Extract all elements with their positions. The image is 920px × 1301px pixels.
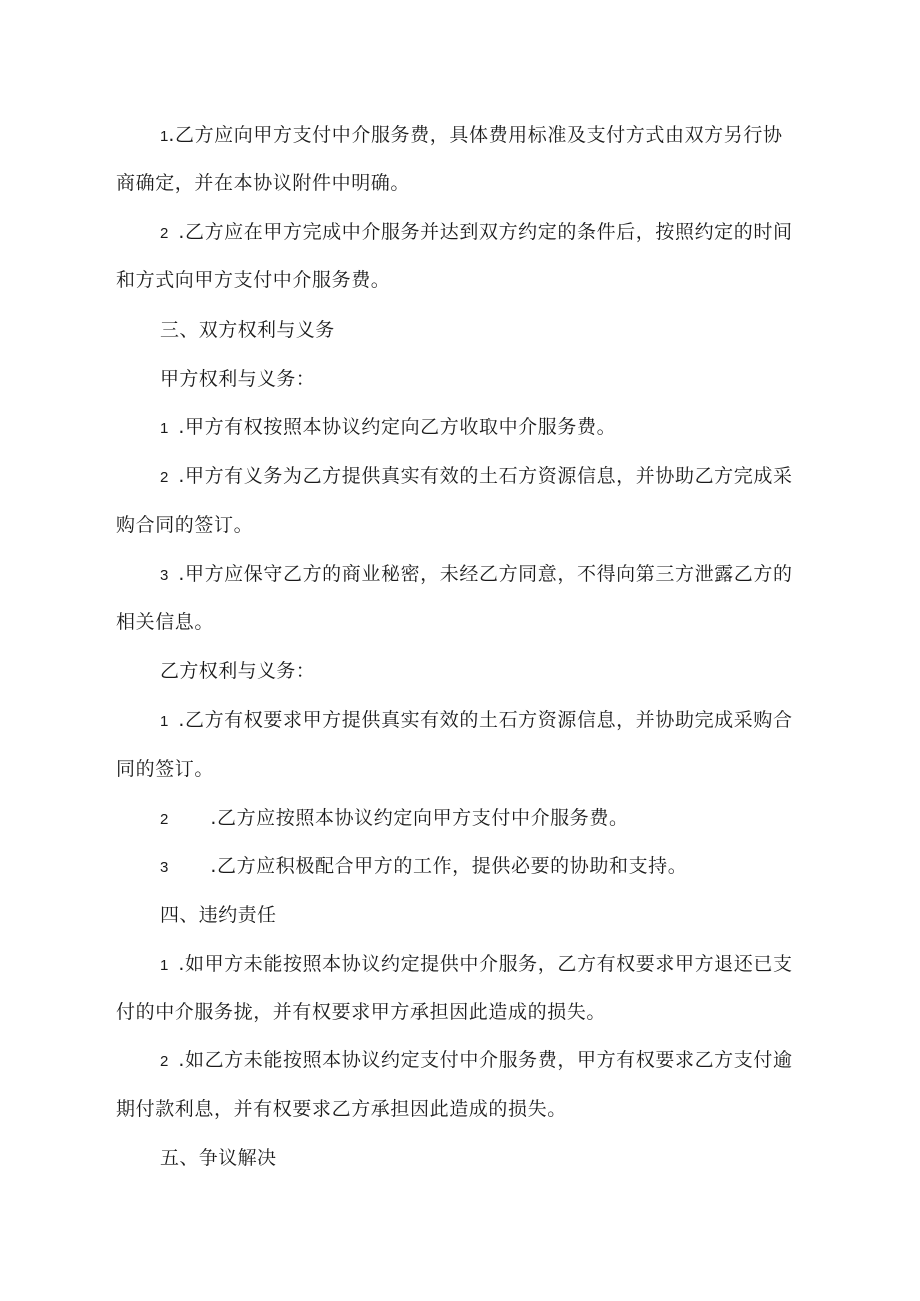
party-a-item-3-line-2: 相关信息。	[116, 611, 215, 633]
item-text: .乙方有权要求甲方提供真实有效的土石方资源信息，并协助完成采购合	[178, 709, 793, 731]
party-a-item-2-line-2: 购合同的签订。	[116, 514, 254, 536]
party-a-item-1	[160, 415, 616, 441]
item-number: 3	[160, 859, 169, 876]
item-text: .甲方有权按照本协议约定向乙方收取中介服务费。	[178, 416, 617, 438]
item-number: 2	[160, 1053, 169, 1070]
item-text: .乙方应按照本协议约定向甲方支付中介服务费。	[210, 807, 629, 829]
party-a-heading: 甲方权利与义务：	[160, 368, 316, 390]
liability-item-2-line-2: 期付款利息，并有权要求乙方承担因此造成的损失。	[116, 1098, 567, 1120]
item-text: .如乙方未能按照本协议约定支付中介服务费，甲方有权要求乙方支付逾	[178, 1049, 793, 1071]
section-3-heading: 三、双方权利与义务	[160, 319, 335, 341]
party-b-item-3	[160, 854, 687, 880]
item-text: .乙方应积极配合甲方的工作，提供必要的协助和支持。	[210, 855, 688, 877]
item-text: .甲方应保守乙方的商业秘密，未经乙方同意，不得向第三方泄露乙方的	[178, 563, 793, 585]
section-4-heading: 四、违约责任	[160, 904, 277, 926]
item-number: 1	[160, 713, 169, 730]
payment-item-2-line-1	[160, 220, 793, 246]
liability-item-1-line-2: 付的中介服务拢，并有权要求甲方承担因此造成的损失。	[116, 1001, 607, 1023]
payment-item-1-line-1	[160, 123, 783, 149]
payment-item-1-line-2: 商确定，并在本协议附件中明确。	[116, 172, 411, 194]
party-a-item-2-line-1	[160, 464, 793, 490]
liability-item-1-line-1	[160, 952, 793, 978]
item-text: .甲方有义务为乙方提供真实有效的土石方资源信息，并协助乙方完成采	[178, 465, 793, 487]
payment-item-2-line-2: 和方式向甲方支付中介服务费。	[116, 269, 391, 291]
item-number: 2	[160, 225, 169, 242]
section-5-heading: 五、争议解决	[160, 1147, 277, 1169]
item-number: 1	[160, 957, 169, 974]
item-number: 1	[160, 420, 169, 437]
item-number: 3	[160, 567, 169, 584]
party-b-item-1-line-1	[160, 708, 793, 734]
party-a-item-3-line-1	[160, 562, 793, 588]
item-text: .乙方应向甲方支付中介服务费，具体费用标准及支付方式由双方另行协	[168, 124, 783, 146]
item-number: 1	[160, 128, 169, 145]
item-number: 2	[160, 469, 169, 486]
item-number: 2	[160, 811, 169, 828]
party-b-heading: 乙方权利与义务：	[160, 660, 316, 682]
party-b-item-2	[160, 806, 629, 832]
item-text: .如甲方未能按照本协议约定提供中介服务，乙方有权要求甲方退还已支	[178, 953, 793, 975]
liability-item-2-line-1	[160, 1048, 793, 1074]
party-b-item-1-line-2: 同的签订。	[116, 758, 215, 780]
item-text: .乙方应在甲方完成中介服务并达到双方约定的条件后，按照约定的时间	[178, 221, 793, 243]
